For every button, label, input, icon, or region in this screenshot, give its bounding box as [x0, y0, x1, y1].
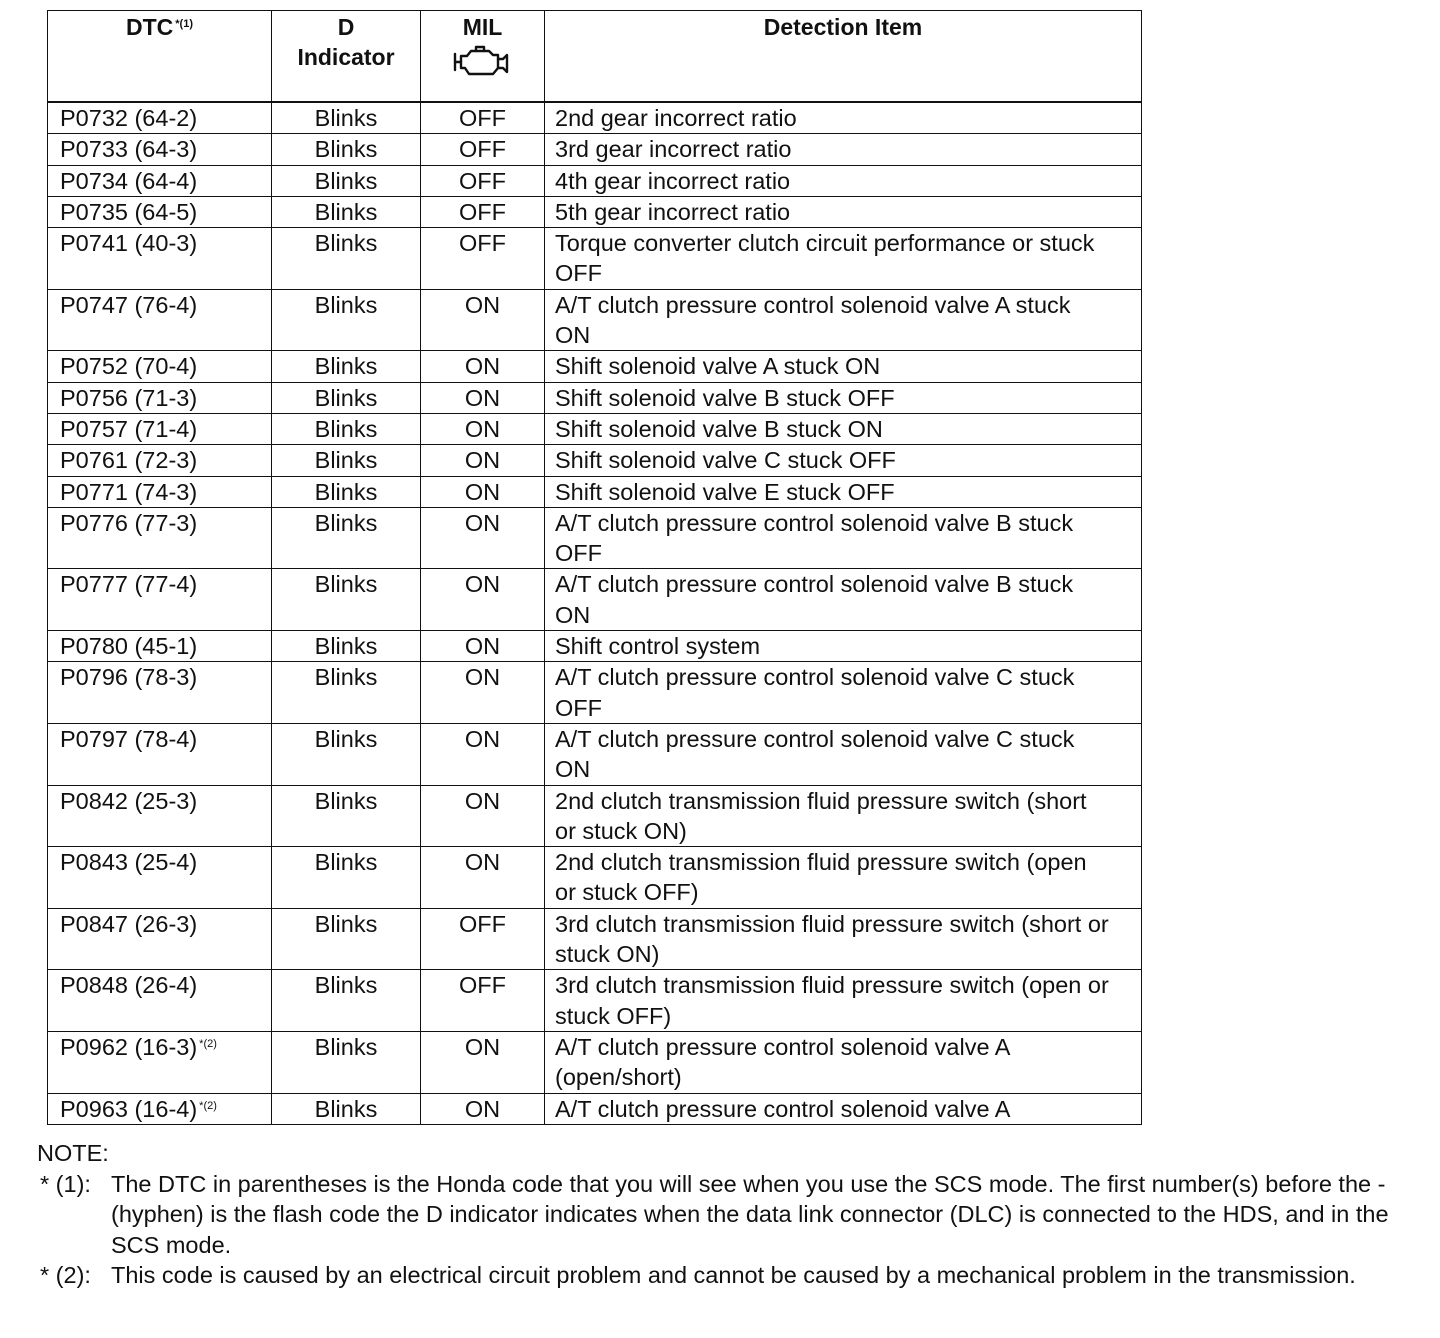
- dtc-cell: [48, 569, 272, 631]
- detection-item-cell-text: Shift solenoid valve B stuck ON: [555, 415, 883, 442]
- detection-item-cell-text: 2nd gear incorrect ratio: [555, 105, 797, 131]
- mil-cell-text: OFF: [459, 910, 506, 937]
- detection-header-label: Detection Item: [763, 14, 923, 40]
- dtc-cell: [48, 847, 272, 909]
- mil-cell: [421, 723, 545, 785]
- detection-item-cell: [545, 785, 1142, 847]
- detection-item-cell-text: 2nd clutch transmission fluid pressure switch (open or stuck OFF): [555, 849, 1087, 906]
- dtc-cell: [48, 1093, 272, 1124]
- dtc-header-label: DTC: [125, 14, 174, 40]
- d-indicator-cell-text: Blinks: [314, 1095, 378, 1122]
- mil-cell-text: OFF: [459, 136, 506, 163]
- mil-cell-text: ON: [464, 787, 501, 814]
- dtc-cell: [48, 1031, 272, 1093]
- d-indicator-cell-text: Blinks: [314, 384, 378, 411]
- dtc-cell: [48, 970, 272, 1032]
- table-row: [48, 847, 1142, 909]
- detection-item-cell-text: 4th gear incorrect ratio: [555, 167, 791, 194]
- dtc-cell-text: P0780 (45-1): [60, 633, 198, 660]
- mil-cell-text: ON: [464, 509, 501, 536]
- detection-item-cell-text: 3rd gear incorrect ratio: [555, 136, 792, 163]
- dtc-table: [47, 10, 1142, 1125]
- mil-cell: [421, 382, 545, 413]
- detection-item-cell: [545, 445, 1142, 476]
- dtc-cell: [48, 134, 272, 165]
- mil-cell-text: OFF: [459, 972, 506, 999]
- detection-item-cell-text: 2nd clutch transmission fluid pressure switch (short or stuck ON): [555, 787, 1087, 844]
- d-indicator-cell: [272, 351, 421, 382]
- detection-item-cell: [545, 289, 1142, 351]
- d-header-line2: Indicator: [297, 44, 395, 70]
- dtc-cell-text: P0776 (77-3): [60, 509, 198, 536]
- table-row: [48, 723, 1142, 785]
- dtc-cell: [48, 196, 272, 227]
- detection-item-cell-text: Shift solenoid valve C stuck OFF: [555, 447, 896, 474]
- d-indicator-cell: [272, 165, 421, 196]
- dtc-cell: [48, 908, 272, 970]
- table-row: [48, 382, 1142, 413]
- dtc-cell-text: P0842 (25-3): [60, 787, 198, 814]
- table-row: [48, 413, 1142, 444]
- d-indicator-cell: [272, 382, 421, 413]
- d-indicator-cell-text: Blinks: [314, 353, 378, 380]
- dtc-header-footnote: *(1): [175, 18, 193, 30]
- detection-item-cell-text: Shift solenoid valve A stuck ON: [555, 353, 881, 380]
- dtc-cell: [48, 382, 272, 413]
- dtc-cell-text: P0963 (16-4): [60, 1095, 198, 1122]
- mil-cell: [421, 631, 545, 662]
- mil-cell: [421, 1031, 545, 1093]
- table-row: [48, 476, 1142, 507]
- d-indicator-cell: [272, 662, 421, 724]
- detection-item-cell-text: A/T clutch pressure control solenoid valve C stuck ON: [555, 725, 1075, 783]
- mil-cell-text: ON: [464, 1033, 501, 1060]
- dtc-cell-text: P0847 (26-3): [60, 910, 198, 937]
- dtc-cell-text: P0732 (64-2): [60, 105, 198, 131]
- mil-header-label: MIL: [462, 14, 503, 40]
- dtc-cell-text: P0797 (78-4): [60, 725, 198, 752]
- dtc-cell: [48, 351, 272, 382]
- detection-item-cell-text: A/T clutch pressure control solenoid valve A stuck ON: [555, 291, 1071, 349]
- d-header-line1: D: [337, 14, 355, 40]
- detection-item-cell-text: Shift control system: [555, 633, 761, 660]
- mil-cell-text: OFF: [459, 198, 506, 225]
- detection-item-cell: [545, 662, 1142, 724]
- detection-item-cell: [545, 847, 1142, 909]
- note-marker: * (1):: [40, 1170, 91, 1197]
- mil-cell-text: OFF: [459, 230, 506, 257]
- mil-cell: [421, 445, 545, 476]
- detection-item-cell: [545, 507, 1142, 569]
- dtc-cell-text: P0843 (25-4): [60, 849, 198, 876]
- d-indicator-cell: [272, 631, 421, 662]
- dtc-cell-text: P0747 (76-4): [60, 291, 198, 318]
- detection-item-cell-text: 3rd clutch transmission fluid pressure switch (open or stuck OFF): [555, 972, 1109, 1029]
- mil-cell: [421, 476, 545, 507]
- d-indicator-cell: [272, 476, 421, 507]
- d-indicator-cell: [272, 196, 421, 227]
- table-row: [48, 196, 1142, 227]
- detection-item-column-header: [545, 11, 1142, 103]
- mil-cell-text: ON: [464, 291, 501, 318]
- dtc-cell-text: P0735 (64-5): [60, 198, 198, 225]
- d-indicator-cell: [272, 134, 421, 165]
- mil-cell-text: ON: [464, 571, 501, 598]
- mil-cell-text: ON: [464, 415, 501, 442]
- mil-cell-text: ON: [464, 849, 501, 876]
- dtc-cell-text: P0733 (64-3): [60, 136, 198, 163]
- dtc-cell: [48, 102, 272, 134]
- dtc-footnote-marker: *(2): [199, 1099, 217, 1112]
- dtc-cell-text: P0761 (72-3): [60, 447, 198, 474]
- detection-item-cell: [545, 476, 1142, 507]
- d-indicator-cell: [272, 413, 421, 444]
- mil-cell: [421, 165, 545, 196]
- detection-item-cell-text: A/T clutch pressure control solenoid valve B stuck ON: [555, 571, 1074, 628]
- mil-cell-text: ON: [464, 725, 501, 752]
- table-row: [48, 631, 1142, 662]
- d-indicator-cell-text: Blinks: [314, 725, 378, 752]
- mil-cell-text: ON: [464, 384, 501, 411]
- mil-cell: [421, 1093, 545, 1124]
- table-row: [48, 507, 1142, 569]
- note-title: NOTE:: [37, 1140, 109, 1166]
- mil-cell: [421, 196, 545, 227]
- table-row: [48, 908, 1142, 970]
- table-body: [48, 102, 1142, 1124]
- d-indicator-cell-text: Blinks: [314, 787, 378, 814]
- dtc-cell: [48, 507, 272, 569]
- table-row: [48, 289, 1142, 351]
- dtc-cell-text: P0741 (40-3): [60, 230, 198, 257]
- dtc-cell-text: P0752 (70-4): [60, 353, 198, 380]
- detection-item-cell: [545, 102, 1142, 134]
- dtc-cell: [48, 289, 272, 351]
- table-row: [48, 351, 1142, 382]
- d-indicator-cell-text: Blinks: [314, 291, 378, 318]
- d-indicator-cell: [272, 785, 421, 847]
- d-indicator-cell: [272, 847, 421, 909]
- table-row: [48, 970, 1142, 1032]
- dtc-cell: [48, 631, 272, 662]
- table-row: [48, 134, 1142, 165]
- note-text: The DTC in parentheses is the Honda code that you will see when you use the SCS mode. The first number(s) before the - (hyphen) is the flash code the D indicator indicates when the data link connector (DLC) is connected to the HDS, and in the SCS mode.: [111, 1170, 1389, 1258]
- d-indicator-cell-text: Blinks: [314, 198, 378, 225]
- detection-item-cell: [545, 1031, 1142, 1093]
- detection-item-cell: [545, 908, 1142, 970]
- table-row: [48, 445, 1142, 476]
- dtc-cell-text: P0848 (26-4): [60, 972, 198, 999]
- table-row: [48, 569, 1142, 631]
- detection-item-cell: [545, 569, 1142, 631]
- detection-item-cell: [545, 723, 1142, 785]
- dtc-cell-text: P0796 (78-3): [60, 664, 198, 691]
- d-indicator-cell-text: Blinks: [314, 415, 378, 442]
- mil-cell: [421, 662, 545, 724]
- detection-item-cell: [545, 228, 1142, 290]
- note-item: [37, 1169, 1417, 1261]
- d-indicator-cell-text: Blinks: [314, 571, 378, 598]
- detection-item-cell: [545, 134, 1142, 165]
- d-indicator-cell: [272, 102, 421, 134]
- detection-item-cell-text: A/T clutch pressure control solenoid valve A (open/short): [555, 1033, 1010, 1091]
- d-indicator-cell-text: Blinks: [314, 136, 378, 163]
- mil-cell: [421, 228, 545, 290]
- table-header-row: [48, 11, 1142, 103]
- d-indicator-cell-text: Blinks: [314, 230, 378, 257]
- d-indicator-cell-text: Blinks: [314, 167, 378, 194]
- d-indicator-cell: [272, 507, 421, 569]
- dtc-cell-text: P0962 (16-3): [60, 1033, 198, 1060]
- d-indicator-cell-text: Blinks: [314, 447, 378, 474]
- mil-cell: [421, 569, 545, 631]
- mil-cell: [421, 970, 545, 1032]
- dtc-cell: [48, 165, 272, 196]
- detection-item-cell: [545, 1093, 1142, 1124]
- note-text: This code is caused by an electrical circuit problem and cannot be caused by a mechanical problem in the transmission.: [111, 1262, 1356, 1288]
- dtc-cell-text: P0756 (71-3): [60, 384, 198, 411]
- detection-item-cell: [545, 196, 1142, 227]
- d-indicator-cell-text: Blinks: [314, 633, 378, 660]
- d-indicator-cell: [272, 970, 421, 1032]
- detection-item-cell: [545, 413, 1142, 444]
- detection-item-cell-text: 3rd clutch transmission fluid pressure switch (short or stuck ON): [555, 910, 1109, 968]
- d-indicator-cell-text: Blinks: [314, 972, 378, 999]
- dtc-cell-text: P0757 (71-4): [60, 415, 198, 442]
- d-indicator-cell-text: Blinks: [314, 478, 378, 505]
- mil-cell-text: ON: [464, 664, 501, 691]
- table-row: [48, 228, 1142, 290]
- table-row: [48, 1031, 1142, 1093]
- mil-cell-text: ON: [464, 1095, 501, 1122]
- detection-item-cell: [545, 351, 1142, 382]
- d-indicator-cell-text: Blinks: [314, 105, 378, 131]
- mil-column-header: [421, 11, 545, 103]
- dtc-cell: [48, 476, 272, 507]
- d-indicator-cell: [272, 228, 421, 290]
- d-indicator-cell: [272, 908, 421, 970]
- dtc-cell-text: P0771 (74-3): [60, 478, 198, 505]
- dtc-cell-text: P0734 (64-4): [60, 167, 198, 194]
- dtc-cell: [48, 785, 272, 847]
- mil-cell-text: OFF: [459, 105, 506, 131]
- mil-cell: [421, 134, 545, 165]
- mil-cell-text: ON: [464, 478, 501, 505]
- d-indicator-cell-text: Blinks: [314, 509, 378, 536]
- dtc-cell-text: P0777 (77-4): [60, 571, 198, 598]
- mil-cell: [421, 507, 545, 569]
- mil-cell-text: ON: [464, 353, 501, 380]
- detection-item-cell-text: A/T clutch pressure control solenoid valve B stuck OFF: [555, 509, 1074, 567]
- dtc-cell: [48, 445, 272, 476]
- mil-cell-text: ON: [464, 633, 501, 660]
- d-indicator-cell: [272, 1093, 421, 1124]
- table-row: [48, 785, 1142, 847]
- detection-item-cell: [545, 631, 1142, 662]
- dtc-footnote-marker: *(2): [199, 1037, 217, 1050]
- detection-item-cell: [545, 382, 1142, 413]
- dtc-cell: [48, 723, 272, 785]
- mil-cell: [421, 847, 545, 909]
- d-indicator-cell: [272, 1031, 421, 1093]
- d-indicator-cell: [272, 289, 421, 351]
- mil-cell-text: ON: [464, 447, 501, 474]
- detection-item-cell: [545, 970, 1142, 1032]
- dtc-column-header: [48, 11, 272, 103]
- detection-item-cell-text: A/T clutch pressure control solenoid valve C stuck OFF: [555, 664, 1075, 721]
- d-indicator-column-header: [272, 11, 421, 103]
- detection-item-cell-text: A/T clutch pressure control solenoid valve A: [555, 1095, 1011, 1122]
- table-row: [48, 102, 1142, 134]
- mil-cell: [421, 785, 545, 847]
- note-marker: * (2):: [40, 1262, 91, 1288]
- d-indicator-cell: [272, 445, 421, 476]
- d-indicator-cell-text: Blinks: [314, 664, 378, 691]
- d-indicator-cell-text: Blinks: [314, 910, 378, 937]
- notes-section: [37, 1138, 1417, 1291]
- detection-item-cell: [545, 165, 1142, 196]
- detection-item-cell-text: 5th gear incorrect ratio: [555, 198, 791, 225]
- mil-cell: [421, 102, 545, 134]
- note-item: [37, 1260, 1417, 1291]
- mil-cell-text: OFF: [459, 167, 506, 194]
- dtc-cell: [48, 413, 272, 444]
- d-indicator-cell: [272, 723, 421, 785]
- dtc-cell: [48, 662, 272, 724]
- engine-check-icon: [452, 44, 514, 78]
- d-indicator-cell-text: Blinks: [314, 849, 378, 876]
- detection-item-cell-text: Shift solenoid valve E stuck OFF: [555, 478, 895, 505]
- table-row: [48, 165, 1142, 196]
- d-indicator-cell: [272, 569, 421, 631]
- mil-cell: [421, 289, 545, 351]
- dtc-cell: [48, 228, 272, 290]
- table-row: [48, 662, 1142, 724]
- mil-cell: [421, 908, 545, 970]
- detection-item-cell-text: Torque converter clutch circuit performance or stuck OFF: [555, 230, 1095, 287]
- d-indicator-cell-text: Blinks: [314, 1033, 378, 1060]
- table-row: [48, 1093, 1142, 1124]
- mil-cell: [421, 413, 545, 444]
- mil-cell: [421, 351, 545, 382]
- detection-item-cell-text: Shift solenoid valve B stuck OFF: [555, 384, 895, 411]
